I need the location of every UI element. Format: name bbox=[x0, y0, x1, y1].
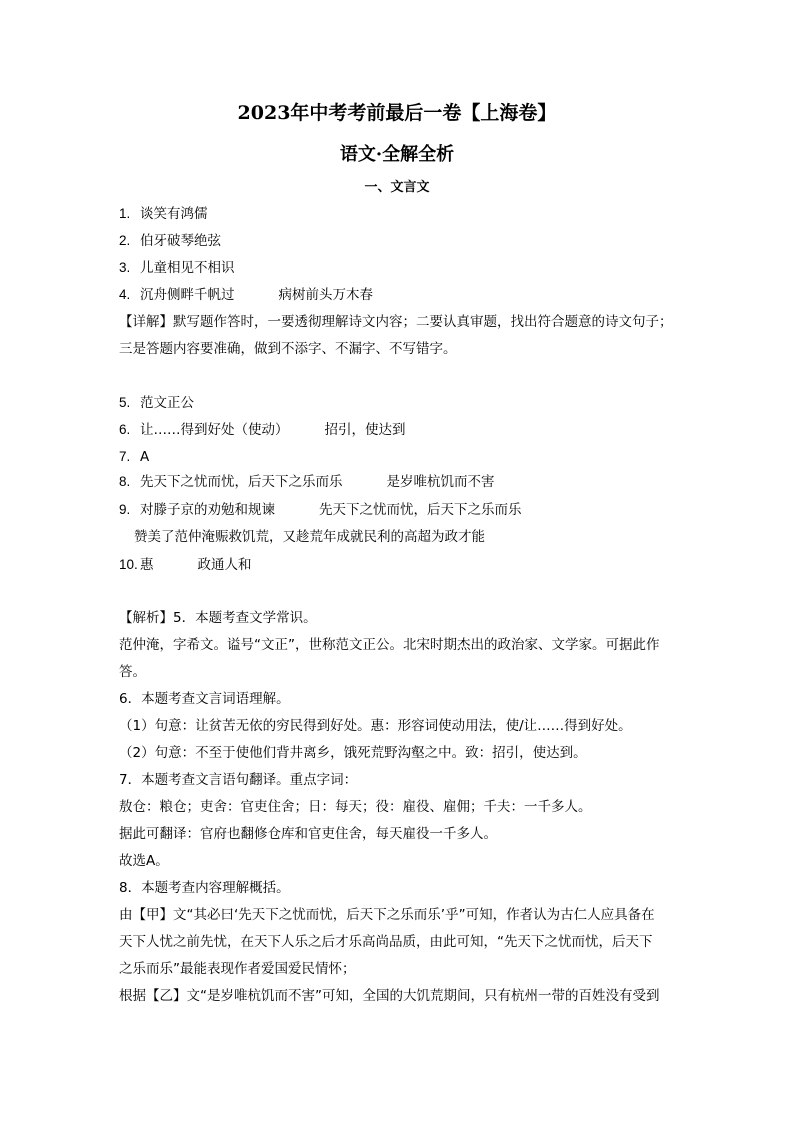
answer-text-b: 招引，使达到 bbox=[324, 422, 406, 438]
answer-number: 4. bbox=[119, 287, 131, 302]
analysis-line: 【解析】5．本题考查文学常识。 bbox=[119, 610, 317, 626]
analysis-line: 由【甲】文“其必曰‘先天下之忧而忧，后天下之乐而乐’乎”可知，作者认为古仁人应具备在 bbox=[119, 907, 655, 923]
answer-number: 10. bbox=[119, 557, 138, 572]
answer-text: A bbox=[140, 449, 150, 465]
answer-7 bbox=[119, 448, 149, 466]
analysis-line: （2）句意：不至于使他们背井离乡，饿死荒野沟壑之中。致：招引，使达到。 bbox=[119, 745, 587, 761]
answer-6 bbox=[119, 421, 406, 439]
analysis-line: 范仲淹，字希文。谥号“文正”，世称范文正公。北宋时期杰出的政治家、文学家。可据此作 bbox=[119, 637, 660, 653]
answer-number: 1. bbox=[119, 206, 131, 221]
answer-number: 8. bbox=[119, 474, 131, 489]
answer-number: 9. bbox=[119, 502, 131, 517]
analysis-line: 故选A。 bbox=[119, 853, 169, 869]
answer-10 bbox=[119, 556, 252, 574]
analysis-line: 根据【乙】文“是岁唯杭饥而不害”可知，全国的大饥荒期间，只有杭州一带的百姓没有受到 bbox=[119, 988, 660, 1004]
answer-9-continued: 赞美了范仲淹赈救饥荒，又趁荒年成就民利的高超为政才能 bbox=[134, 529, 485, 545]
answer-text-a: 对滕子京的劝勉和规谏 bbox=[140, 502, 275, 518]
answer-4 bbox=[119, 286, 373, 304]
page-subtitle: 语文·全解全析 bbox=[339, 144, 455, 165]
answer-number: 5. bbox=[119, 395, 131, 410]
answer-number: 6. bbox=[119, 422, 131, 437]
answer-number: 3. bbox=[119, 260, 131, 275]
answer-text-b: 病树前头万木春 bbox=[278, 287, 373, 303]
answer-text-a: 先天下之忧而忧，后天下之乐而乐 bbox=[140, 474, 343, 490]
answer-number: 2. bbox=[119, 233, 131, 248]
analysis-line: 据此可翻译：官府也翻修仓库和官吏住舍，每天雇役一千多人。 bbox=[119, 826, 497, 842]
analysis-line: （1）句意：让贫苦无依的穷民得到好处。惠：形容词使动用法，使/让……得到好处。 bbox=[119, 718, 632, 734]
answer-text-b: 是岁唯杭饥而不害 bbox=[386, 474, 495, 490]
analysis-line: 敖仓：粮仓；吏舍：官吏住舍；日：每天；役：雇役、雇佣；千夫：一千多人。 bbox=[119, 799, 592, 815]
answer-text: 伯牙破琴绝弦 bbox=[140, 233, 221, 249]
answer-3 bbox=[119, 259, 235, 277]
answer-text-b: 政通人和 bbox=[197, 557, 252, 573]
analysis-line: 之乐而乐”最能表现作者爱国爱民情怀； bbox=[119, 961, 356, 977]
answer-text-b: 先天下之忧而忧，后天下之乐而乐 bbox=[319, 502, 522, 518]
answer-text: 谈笑有鸿儒 bbox=[140, 206, 208, 222]
analysis-line: 7．本题考查文言语句翻译。重点字词： bbox=[119, 772, 358, 788]
answer-text-a: 惠 bbox=[140, 557, 154, 573]
answer-text-a: 沉舟侧畔千帆过 bbox=[140, 287, 235, 303]
answer-text-a: 让……得到好处（使动） bbox=[140, 422, 289, 438]
answer-number: 7. bbox=[119, 449, 131, 464]
detail-line-2: 三是答题内容要准确，做到不添字、不漏字、不写错字。 bbox=[119, 341, 457, 357]
answer-text: 儿童相见不相识 bbox=[140, 260, 235, 276]
analysis-line: 8．本题考查内容理解概括。 bbox=[119, 880, 290, 896]
answer-8 bbox=[119, 473, 495, 491]
analysis-line: 6．本题考查文言词语理解。 bbox=[119, 691, 290, 707]
answer-text: 范文正公 bbox=[140, 395, 194, 411]
answer-5 bbox=[119, 394, 194, 412]
answer-9 bbox=[119, 501, 522, 519]
section-heading: 一、文言文 bbox=[364, 180, 430, 195]
answer-1 bbox=[119, 205, 208, 223]
analysis-line: 答。 bbox=[119, 664, 146, 680]
detail-line-1: 【详解】默写题作答时，一要透彻理解诗文内容；二要认真审题，找出符合题意的诗文句子； bbox=[119, 314, 673, 330]
page-title: 2023年中考考前最后一卷【上海卷】 bbox=[237, 102, 557, 124]
analysis-line: 天下人忧之前先忧，在天下人乐之后才乐高尚品质，由此可知，“先天下之忧而忧，后天下 bbox=[119, 934, 653, 950]
answer-2 bbox=[119, 232, 221, 250]
